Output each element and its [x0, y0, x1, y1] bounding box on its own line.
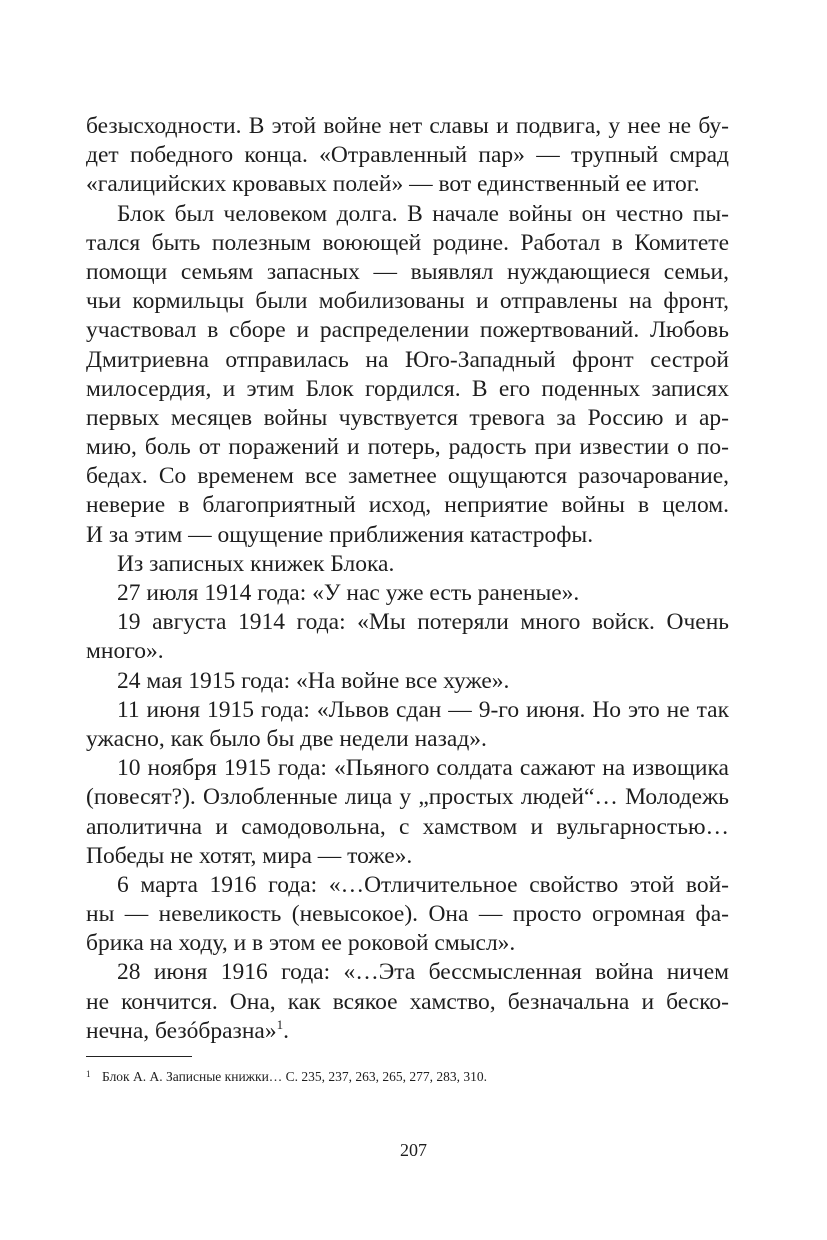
text-line: Победы не хотят, мира — тоже». — [86, 842, 413, 869]
text-line: нечна, безóбразна»$^1$. — [86, 1016, 289, 1044]
text-line: ужасно, как было бы две недели назад». — [86, 725, 487, 752]
text-line: 24 мая 1915 года: «На войне все хуже». — [117, 667, 510, 694]
text-line: много». — [86, 638, 164, 665]
text-line: первых месяцев войны чувствуется тревога за Россию и ар- — [86, 404, 729, 431]
text-line: «галицийских кровавых полей» — вот единственный ее итог. — [86, 171, 700, 198]
text-line: безысходности. В этой войне нет славы и подвига, у нее не бу- — [86, 113, 729, 139]
text-line: чьи кормильцы были мобилизованы и отправлены на фронт, — [86, 288, 729, 315]
text-line: Из записных книжек Блока. — [117, 550, 395, 577]
text-line: 11 июня 1915 года: «Львов сдан — 9-го июня. Но это не так — [117, 696, 729, 723]
body-text — [86, 112, 729, 1046]
text-line: помощи семьям запасных — выявлял нуждающиеся семьи, — [86, 258, 729, 285]
footnote — [86, 1068, 729, 1086]
text-line: участвовал в сборе и распределении пожертвований. Любовь — [86, 317, 729, 344]
text-line: неверие в благоприятный исход, неприятие войны в целом. — [86, 492, 729, 519]
text-line: милосердия, и этим Блок гордился. В его поденных записях — [86, 375, 729, 402]
text-line: ны — невеликость (невысокое). Она — просто огромная фа- — [86, 901, 729, 928]
text-line: (повесят?). Озлобленные лица у „простых людей“… Молодежь — [86, 784, 729, 811]
text-line: 6 марта 1916 года: «…Отличительное свойство этой вой- — [117, 871, 729, 898]
footnote-mark: 1 — [86, 1069, 91, 1079]
text-line-content: нечна, безóбразна» — [86, 1017, 277, 1044]
text-line: брика на ходу, и в этом ее роковой смысл». — [86, 930, 516, 957]
text-line: Блок был человеком долга. В начале войны он честно пы- — [117, 200, 729, 227]
text-line: мию, боль от поражений и потерь, радость при известии о по- — [86, 434, 729, 461]
footnote-text: Блок А. А. Записные книжки… С. 235, 237, 263, 265, 277, 283, 310. — [102, 1069, 488, 1084]
text-line: 27 июля 1914 года: «У нас уже есть раненые». — [117, 580, 580, 606]
text-line: 28 июня 1916 года: «…Эта бессмысленная война ничем — [117, 959, 729, 986]
text-line: бедах. Со временем все заметнее ощущаются разочарование, — [86, 463, 729, 490]
text-line: 10 ноября 1915 года: «Пьяного солдата сажают на извощика — [117, 755, 729, 782]
text-line: тался быть полезным воюющей родине. Работал в Комитете — [86, 229, 729, 256]
text-line: дет победного конца. «Отравленный пар» — трупный смрад — [86, 142, 729, 169]
footnote-divider — [86, 1056, 192, 1057]
text-line: аполитична и самодовольна, с хамством и вульгарностью… — [86, 813, 729, 840]
text-line: 19 августа 1914 года: «Мы потеряли много войск. Очень — [117, 609, 729, 636]
text-line: не кончится. Она, как всякое хамство, безначальна и беско- — [86, 988, 729, 1015]
text-line: И за этим — ощущение приближения катастрофы. — [86, 521, 594, 548]
footnote-reference[interactable]: 1 — [276, 1016, 284, 1032]
page-number: 207 — [400, 1140, 427, 1160]
text-line: Дмитриевна отправилась на Юго-Западный фронт сестрой — [86, 346, 729, 373]
